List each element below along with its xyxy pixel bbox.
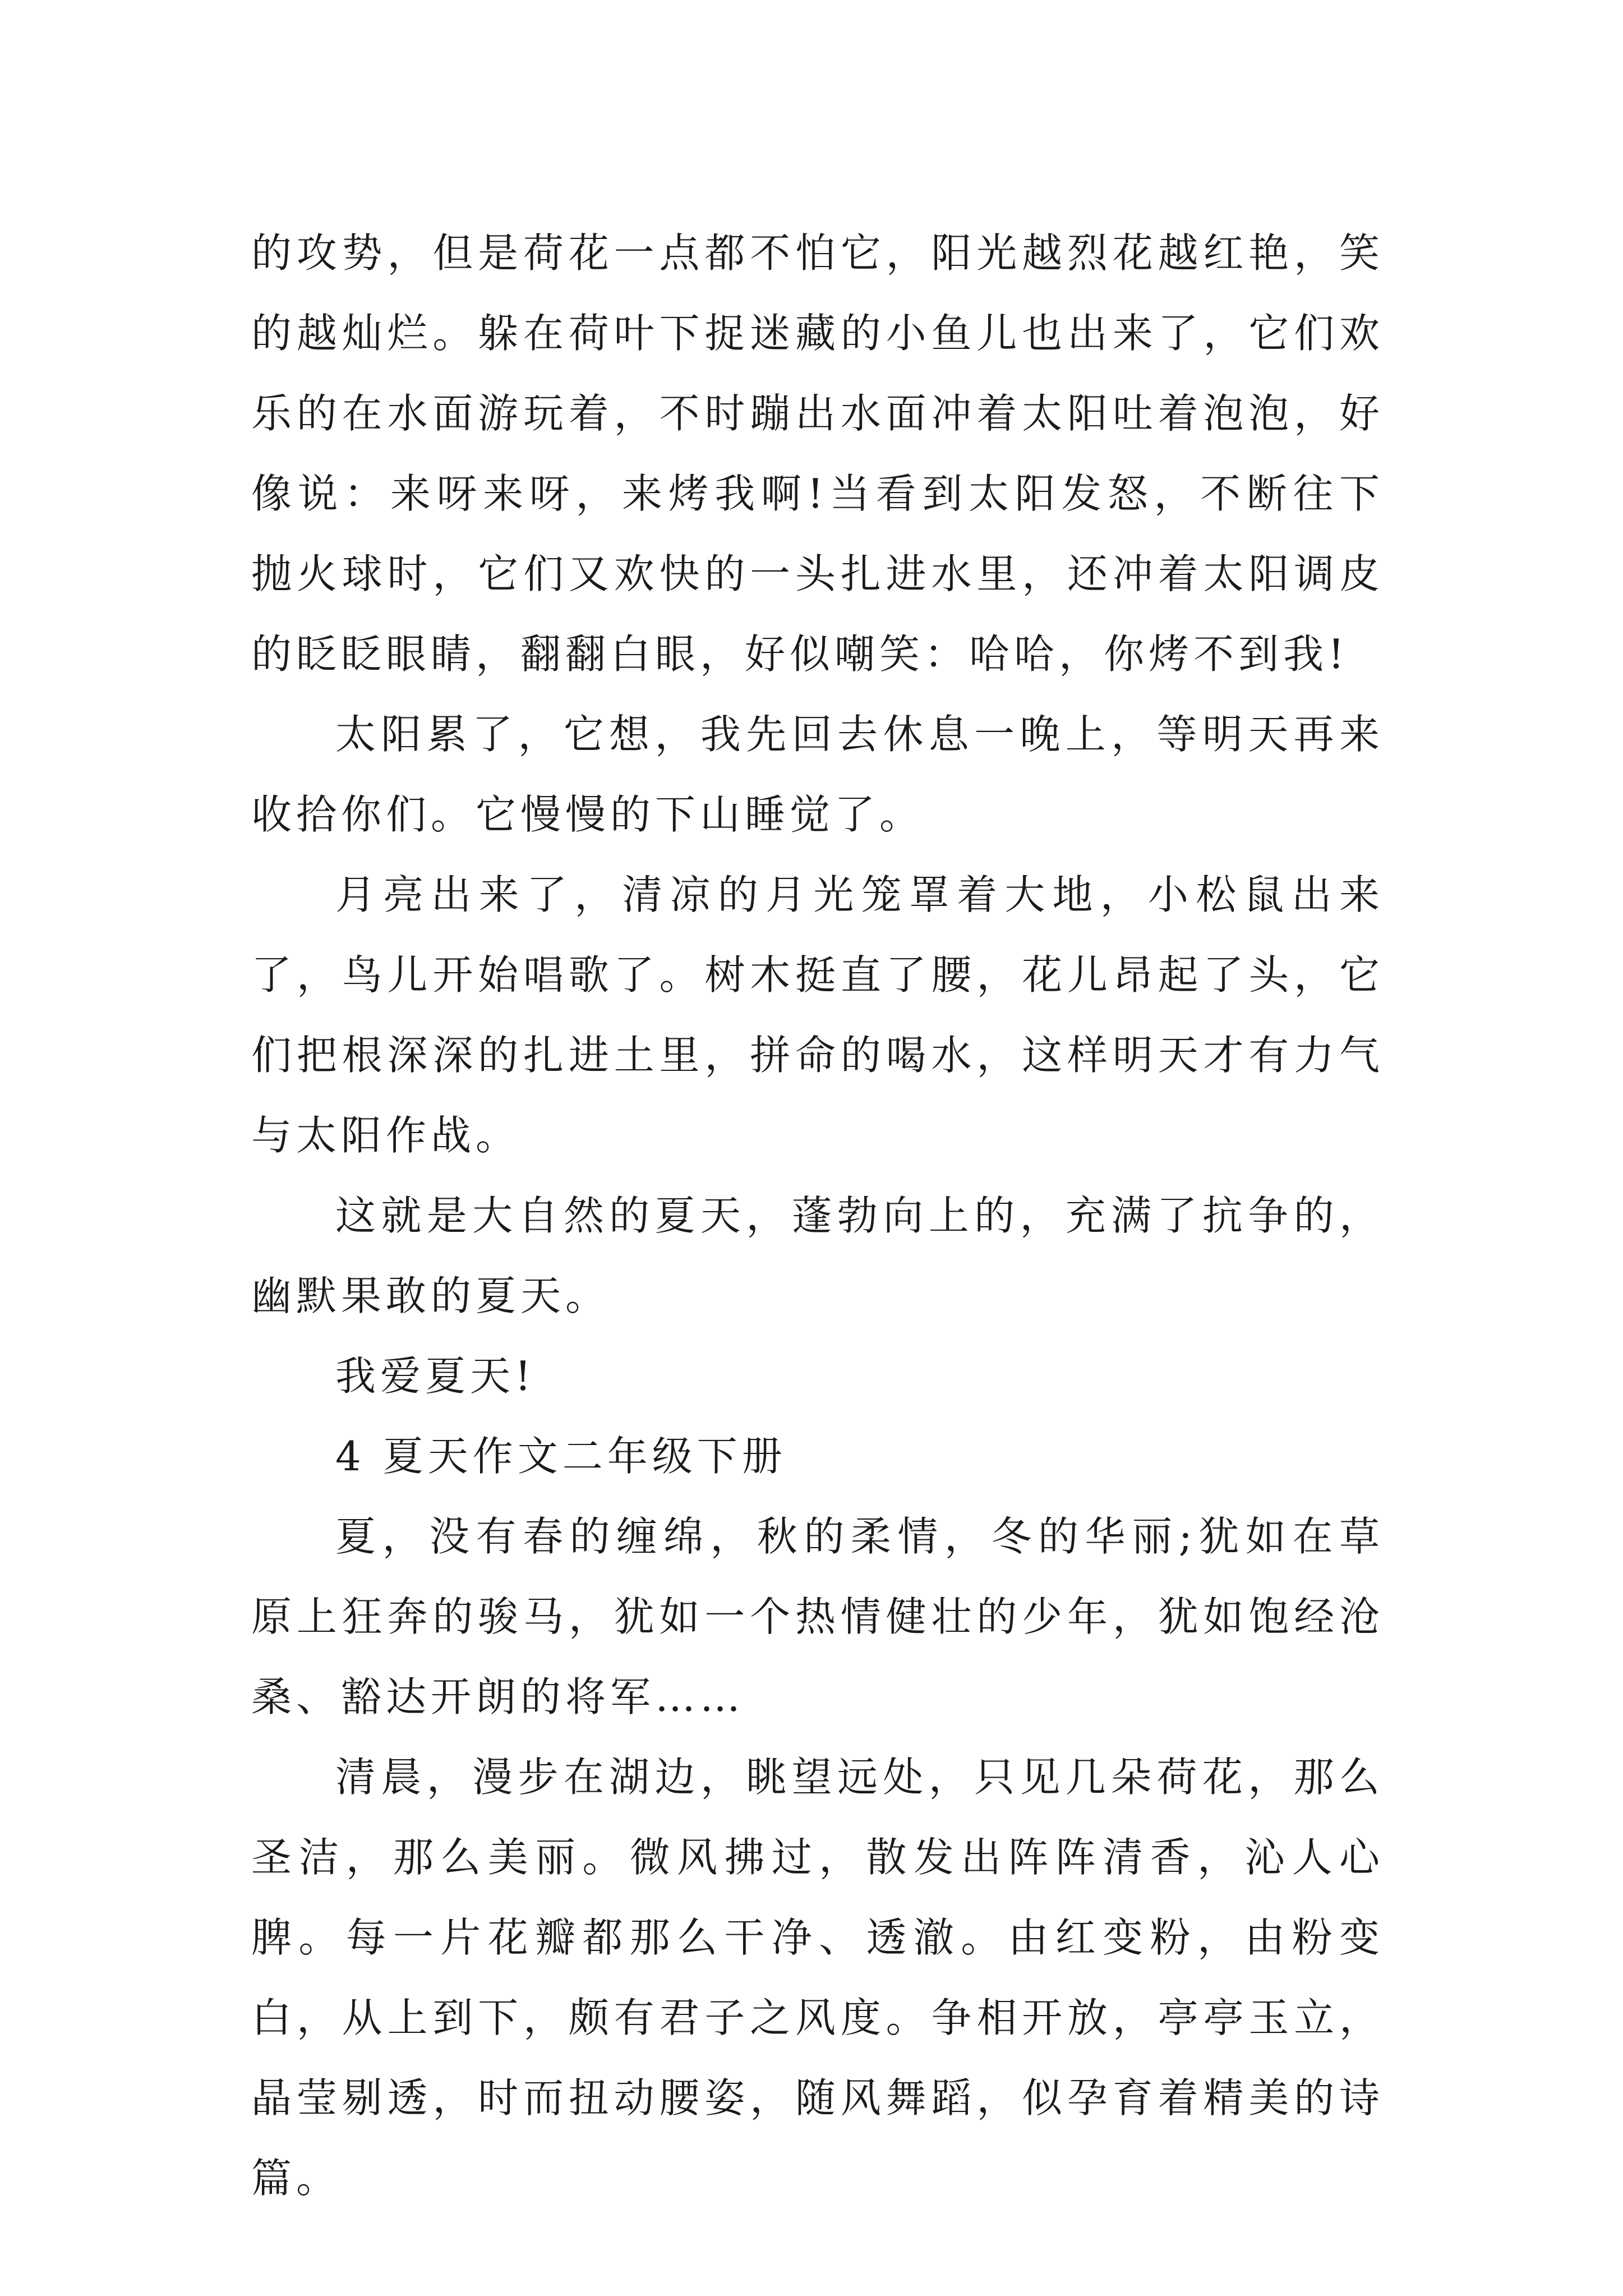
paragraph-2: 太阳累了，它想，我先回去休息一晚上，等明天再来收拾你们。它慢慢的下山睡觉了。 [251, 711, 1384, 838]
paragraph-6: 夏，没有春的缠绵，秋的柔情，冬的华丽;犹如在草原上狂奔的骏马，犹如一个热情健壮的少年，犹如饱经沧桑、豁达开朗的将军…… [251, 1513, 1384, 1720]
section-heading: 4 夏天作文二年级下册 [335, 1433, 787, 1480]
paragraph-5: 我爱夏天! [335, 1352, 536, 1400]
paragraph-7: 清晨，漫步在湖边，眺望远处，只见几朵荷花，那么圣洁，那么美丽。微风拂过，散发出阵阵清香，沁人心脾。每一片花瓣都那么干净、透澈。由红变粉，由粉变白，从上到下，颇有君子之风度。争相开放，亭亭玉立，晶莹剔透，时而扭动腰姿，随风舞蹈，似孕育着精美的诗篇。 [251, 1754, 1384, 2202]
paragraph-3: 月亮出来了，清凉的月光笼罩着大地，小松鼠出来了，鸟儿开始唱歌了。树木挺直了腰，花儿昂起了头，它们把根深深的扎进土里，拼命的喝水，这样明天才有力气与太阳作战。 [251, 871, 1384, 1159]
document-body [251, 213, 1384, 2219]
paragraph-4: 这就是大自然的夏天，蓬勃向上的，充满了抗争的，幽默果敢的夏天。 [251, 1192, 1384, 1319]
paragraph-1: 的攻势，但是荷花一点都不怕它，阳光越烈花越红艳，笑的越灿烂。躲在荷叶下捉迷藏的小鱼儿也出来了，它们欢乐的在水面游玩着，不时蹦出水面冲着太阳吐着泡泡，好像说：来呀来呀，来烤我啊!当看到太阳发怒，不断往下抛火球时，它们又欢快的一头扎进水里，还冲着太阳调皮的眨眨眼睛，翻翻白眼，好似嘲笑：哈哈，你烤不到我! [251, 229, 1384, 678]
